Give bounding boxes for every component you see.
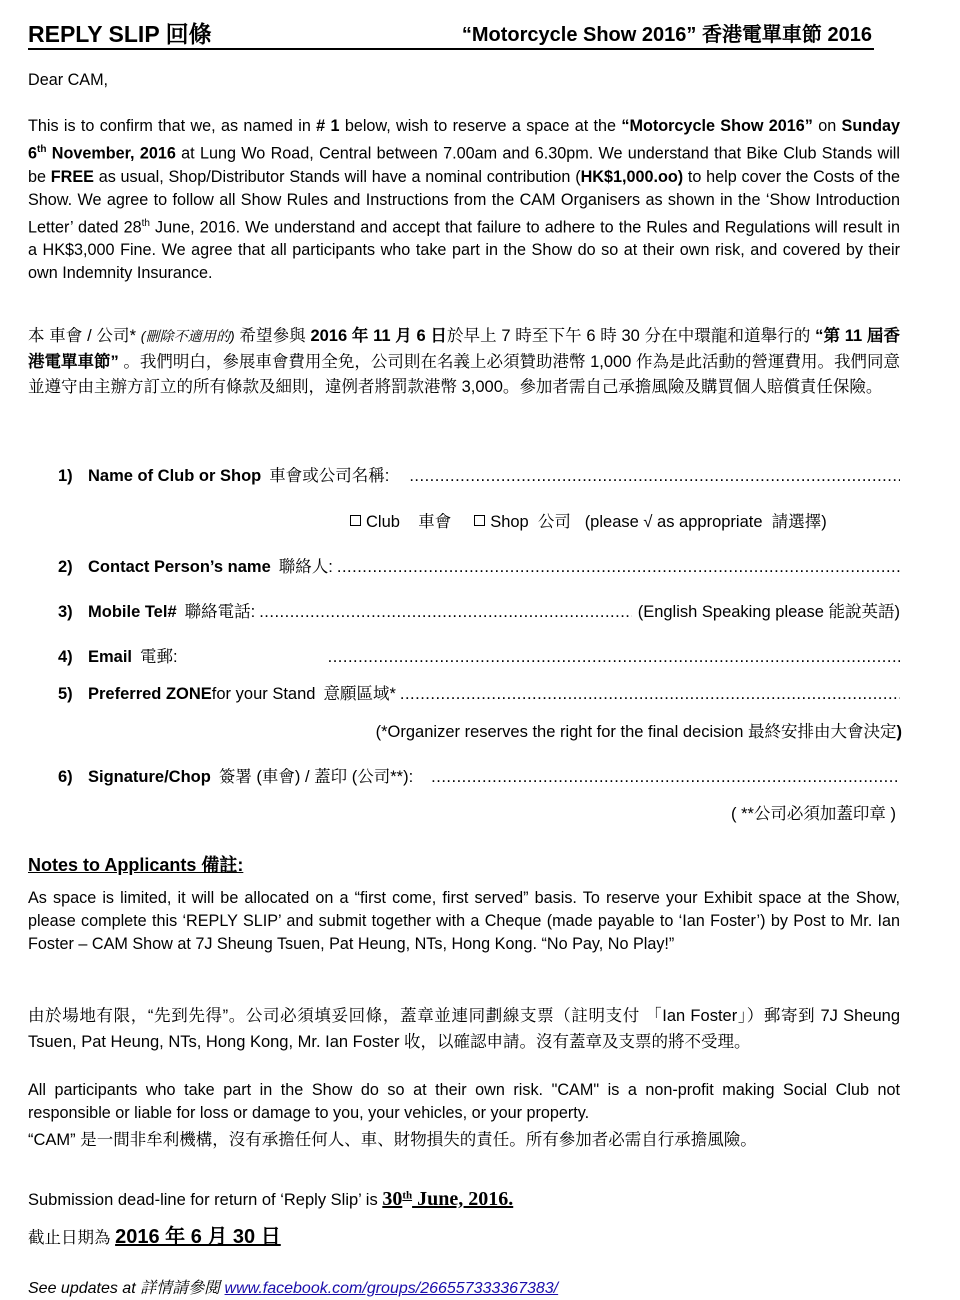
event-title: “Motorcycle Show 2016” 香港電單車節 2016	[461, 24, 872, 46]
shop-option[interactable]: Shop 公司	[474, 513, 571, 531]
chop-required-note: ( **公司必須加蓋印章 )	[731, 805, 896, 823]
field-label: Email	[88, 648, 133, 666]
organizer-decision-note: (*Organizer reserves the right for the final decision 最終安排由大會決定)	[375, 723, 902, 741]
field-number: 1)	[58, 467, 73, 485]
club-option[interactable]: Club 車會	[350, 513, 451, 531]
fill-in-line[interactable]	[431, 768, 900, 787]
club-checkbox-icon[interactable]	[350, 515, 361, 526]
field-signature-chop[interactable]	[58, 763, 900, 787]
submission-deadline-chinese: 截止日期為 2016 年 6 月 30 日	[28, 1226, 281, 1248]
fill-in-line[interactable]	[259, 603, 631, 622]
field-number: 4)	[58, 648, 73, 666]
field-label: Contact Person’s name	[88, 558, 271, 576]
notes-heading: Notes to Applicants 備註:	[28, 855, 244, 875]
confirmation-paragraph: This is to confirm that we, as named in # 1 below, wish to reserve a space at the “Motorcycle Show 2016” on Sunday 6th November, 2016 at Lung Wo Road, Central between 7.00am and 6.30pm. We understand that Bike Club Stands will be FREE as usual, Shop/Distributor Stands will have a nominal contribution (HK$1,000.oo) to help cover the Costs of the Show. We agree to follow all Show Rules and Instructions from the CAM Organisers as shown in the ‘Show Introduction Letter’ dated 28th June, 2016. We understand and accept that failure to adhere to the Rules and Regulations will result in a HK$3,000 Fine. We agree that all participants who take part in the Show do so at their own risk, and covered by their own Indemnity Insurance.	[28, 117, 901, 283]
chinese-confirmation-paragraph: 本 車會 / 公司* (刪除不適用的) 希望參與 2016 年 11 月 6 日於早上 7 時至下午 6 時 30 分在中環龍和道舉行的 “第 11 屆香港電單車節” 。我們明白，參展車會費用全免，公司則在名義上必須贊助港幣 1,000 作為是此活動的營運費用。我們同意並遵守由主辦方訂立的所有條款及細則，違例者將罰款港幣 3,000。參加者需自己承擔風險及購買個人賠償責任保險。	[28, 327, 901, 396]
field-label: Mobile Tel#	[88, 603, 177, 621]
submission-deadline-english: Submission dead-line for return of ‘Reply Slip’ is 30th June, 2016.	[28, 1188, 514, 1210]
field-number: 5)	[58, 685, 73, 703]
field-label-zh: 電郵:	[140, 648, 178, 666]
field-label-zh: 聯絡電話:	[184, 603, 256, 621]
fill-in-line[interactable]	[400, 685, 900, 704]
fill-in-line[interactable]	[409, 467, 900, 486]
field-label-zh: 聯絡人:	[278, 558, 333, 576]
liability-chinese-paragraph: “CAM” 是一間非牟利機構，沒有承擔任何人、車、財物損失的責任。所有參加者必需自行承擔風險。	[28, 1131, 757, 1149]
field-label-zh: 車會或公司名稱:	[269, 467, 390, 485]
page-header	[28, 14, 874, 50]
field-preferred-zone[interactable]	[58, 680, 900, 704]
salutation: Dear CAM,	[28, 71, 109, 89]
field-email[interactable]	[58, 643, 900, 667]
field-label-zh: 意願區域*	[323, 685, 396, 703]
field-number: 6)	[58, 768, 73, 786]
club-or-shop-options	[350, 508, 827, 532]
shop-checkbox-icon[interactable]	[474, 515, 485, 526]
field-name-of-club-or-shop[interactable]	[58, 462, 900, 486]
english-speaking-note: (English Speaking please 能說英語)	[637, 603, 900, 621]
selection-note: (please √ as appropriate	[584, 513, 763, 531]
field-label-suffix: for your Stand	[211, 685, 316, 703]
selection-note-zh: 請選擇)	[771, 513, 827, 531]
field-label-zh: 簽署 (車會) / 蓋印 (公司**):	[218, 768, 414, 786]
field-number: 3)	[58, 603, 73, 621]
field-label: Name of Club or Shop	[88, 467, 262, 485]
fill-in-line[interactable]	[328, 648, 900, 667]
field-label: Signature/Chop	[88, 768, 211, 786]
field-number: 2)	[58, 558, 73, 576]
fill-in-line[interactable]	[337, 558, 900, 577]
liability-english-paragraph: All participants who take part in the Show do so at their own risk. "CAM" is a non-profit making Social Club not responsible or liable for loss or damage to you, your vehicles, or your property.	[28, 1081, 900, 1123]
notes-english-paragraph: As space is limited, it will be allocated on a “first come, first served” basis. To reserve your Exhibit space at the Show, please complete this ‘REPLY SLIP’ and submit together with a Cheque (made payable to ‘Ian Foster’) by Post to Mr. Ian Foster – CAM Show at 7J Sheung Tsuen, Pat Heung, NTs, Hong Kong. “No Pay, No Play!”	[28, 889, 900, 954]
facebook-group-link[interactable]: www.facebook.com/groups/266557333367383/	[224, 1280, 559, 1297]
field-contact-person[interactable]	[58, 553, 900, 577]
field-mobile-tel[interactable]	[58, 598, 900, 622]
reply-slip-title: REPLY SLIP 回條	[28, 21, 212, 47]
field-label: Preferred ZONE	[88, 685, 212, 703]
notes-chinese-paragraph: 由於場地有限，“先到先得”。公司必須填妥回條，蓋章並連同劃線支票（註明支付 「Ian Foster」）郵寄到 7J Sheung Tsuen, Pat Heung, NTs, Hong Kong, Mr. Ian Foster 收，以確認申請。沒有蓋章及支票的將不受理。	[28, 1007, 900, 1051]
footer-updates: See updates at 詳情請參閱 www.facebook.com/groups/266557333367383/	[28, 1280, 559, 1297]
